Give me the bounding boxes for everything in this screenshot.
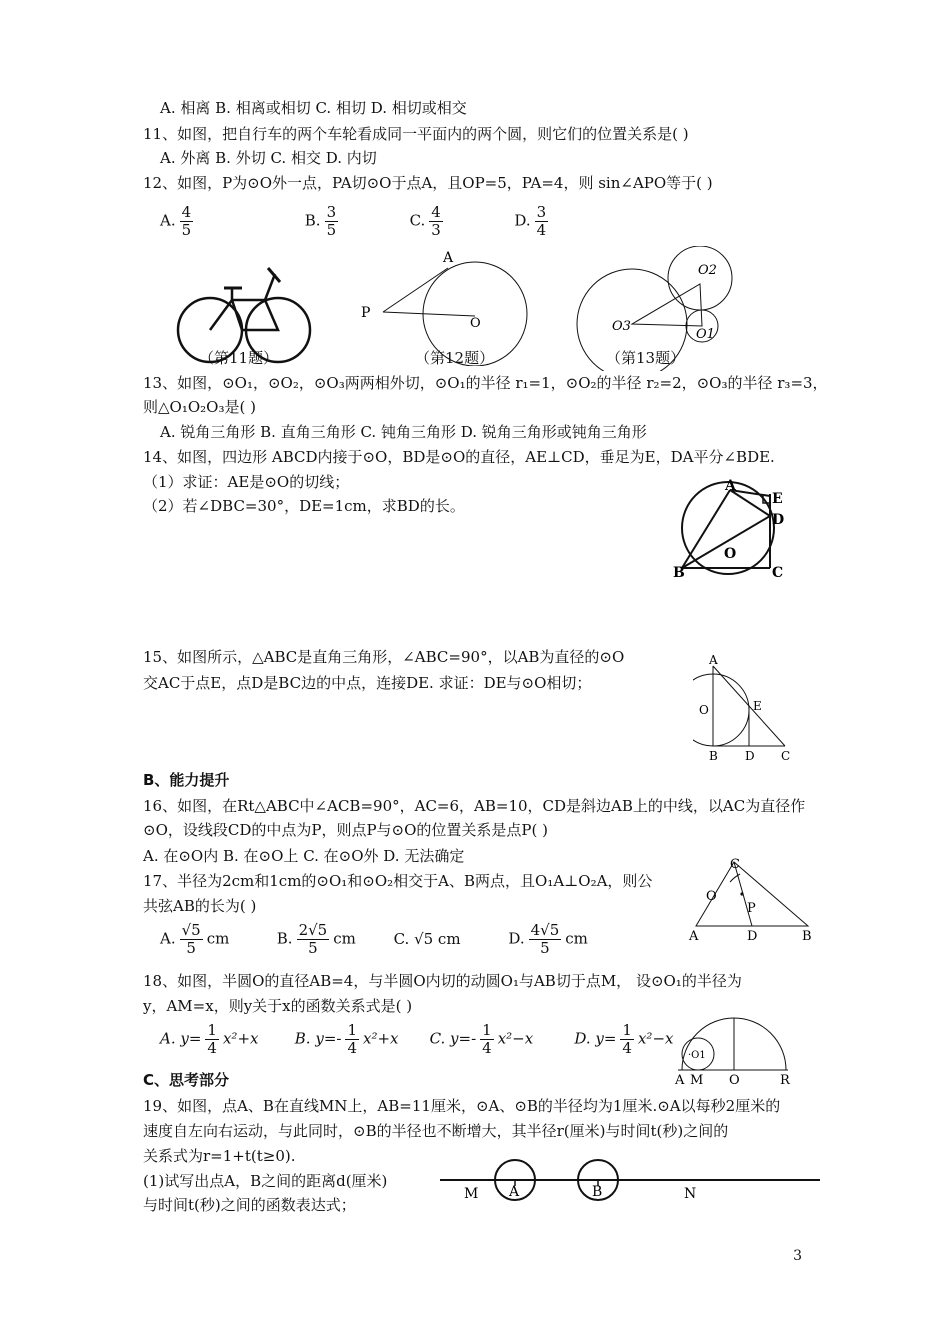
q13-options: A. 锐角三角形 B. 直角三角形 C. 钝角三角形 D. 锐角三角形或钝角三角形 [160,423,647,441]
label-o3: O3 [612,319,631,334]
label-e: E [753,699,762,713]
label-a: A [675,1073,685,1088]
label-m: M [690,1073,704,1088]
label-a: A [689,929,699,944]
q14-part2: （2）若∠DBC=30°，DE=1cm，求BD的长。 [143,497,465,515]
q13-line1: 13、如图，⊙O₁，⊙O₂，⊙O₃两两相外切，⊙O₁的半径 r₁=1，⊙O₂的半径 r₂=2，⊙O₃的半径 r₃=3， [143,374,828,392]
q17-line2: 共弦AB的长为( ) [143,897,257,915]
q13-line2: 则△O₁O₂O₃是( ) [143,398,256,416]
label-o2: O2 [698,263,717,278]
label-b: B [802,929,812,944]
fig15-diagram [693,654,803,766]
label-o: O [729,1073,740,1088]
label-d: D [745,749,755,763]
q16-line2: ⊙O，设线段CD的中点为P，则点P与⊙O的位置关系是点P( ) [143,821,548,839]
fig12-caption: （第12题） [415,349,495,367]
q17-options: A. $\frac{√5}{5}$ cm B. $\frac{2√5}{5}$ cm C. √5 cm D. $\frac{4√5}{5}$ cm [160,921,588,957]
q15-line1: 15、如图所示，△ABC是直角三角形，∠ABC=90°，以AB为直径的⊙O [143,648,625,666]
section-c-heading: C、思考部分 [143,1071,230,1089]
q14-line1: 14、如图，四边形 ABCD内接于⊙O，BD是⊙O的直径，AE⊥CD，垂足为E，DA平分∠BDE. [143,448,775,466]
label-b: B [592,1184,603,1200]
label-c: C [781,749,791,763]
label-o1: O1 [696,327,715,342]
label-c: C [730,857,740,872]
fig13-caption: （第13题） [606,349,686,367]
label-b: B [709,749,718,763]
q18-options: A. y= $\frac{1}{4}$ x²+x B. y=- $\frac{1}{4}$ x²+x C. y=- $\frac{1}{4}$ x²−x D. y= $\frac{1}{4}$ x²−x [160,1021,674,1057]
q19-part1b: 与时间t(秒)之间的函数表达式； [143,1196,356,1214]
q18-line2: y，AM=x，则y关于x的函数关系式是( ) [143,997,413,1015]
q16-line1: 16、如图，在Rt△ABC中∠ACB=90°，AC=6，AB=10，CD是斜边AB上的中线，以AC为直径作 [143,797,806,815]
label-o: O [699,703,709,717]
q19-line3: 关系式为r=1+t(t≥0). [143,1147,296,1165]
q18-line1: 18、如图，半圆O的直径AB=4，与半圆O内切的动圆O₁与AB切于点M， 设⊙O₁的半径为 [143,972,742,990]
q19-part1a: (1)试写出点A，B之间的距离d(厘米) [143,1172,388,1190]
q15-line2: 交AC于点E，点D是BC边的中点，连接DE. 求证：DE与⊙O相切； [143,674,592,692]
q17-line1: 17、半径为2cm和1cm的⊙O₁和⊙O₂相交于A、B两点，且O₁A⊥O₂A，则公 [143,872,653,890]
q10-options: A. 相离 B. 相离或相切 C. 相切 D. 相切或相交 [160,99,467,117]
fig14-diagram [672,476,792,588]
q16-options: A. 在⊙O内 B. 在⊙O上 C. 在⊙O外 D. 无法确定 [143,847,465,865]
q11-options: A. 外离 B. 外切 C. 相交 D. 内切 [160,149,377,167]
fig16-diagram [684,852,814,944]
label-c: C [772,565,784,581]
label-a: A [443,250,454,266]
label-p: P [361,305,371,321]
q12-options: A. $\frac{4}{5}$ B. $\frac{3}{5}$ C. $\frac{4}{3}$ D. $\frac{3}{4}$ [160,203,547,239]
label-o: O [724,546,737,562]
section-b-heading: B、能力提升 [143,771,230,789]
q14-part1: （1）求证：AE是⊙O的切线； [143,473,350,491]
q19-line1: 19、如图，点A、B在直线MN上，AB=11厘米，⊙A、⊙B的半径均为1厘米.⊙A以每秒2厘米的 [143,1097,781,1115]
q19-line2: 速度自左向右运动，与此同时，⊙B的半径也不断增大，其半径r(厘米)与时间t(秒)之间的 [143,1122,729,1140]
label-o: O [706,889,717,904]
fig18-diagram [670,1008,800,1088]
label-a: A [725,478,736,494]
fig19-diagram [440,1150,822,1210]
label-a: A [509,1184,520,1200]
label-m: M [464,1186,479,1202]
label-e: E [772,491,783,507]
label-o: O [470,316,481,331]
q11-text: 11、如图，把自行车的两个车轮看成同一平面内的两个圆，则它们的位置关系是( ) [143,125,689,143]
label-r: R [780,1073,790,1088]
label-a: A [709,654,718,667]
label-d: D [747,929,758,944]
label-b: B [673,565,685,581]
label-d: D [772,512,785,528]
page-number: 3 [793,1248,802,1264]
q12-text: 12、如图，P为⊙O外一点，PA切⊙O于点A，且OP=5，PA=4，则 sin∠APO等于( ) [143,174,713,192]
label-p: P [747,901,756,916]
label-o1: ·O1 [688,1050,706,1061]
label-n: N [684,1186,697,1202]
fig11-caption: （第11题） [199,349,279,367]
